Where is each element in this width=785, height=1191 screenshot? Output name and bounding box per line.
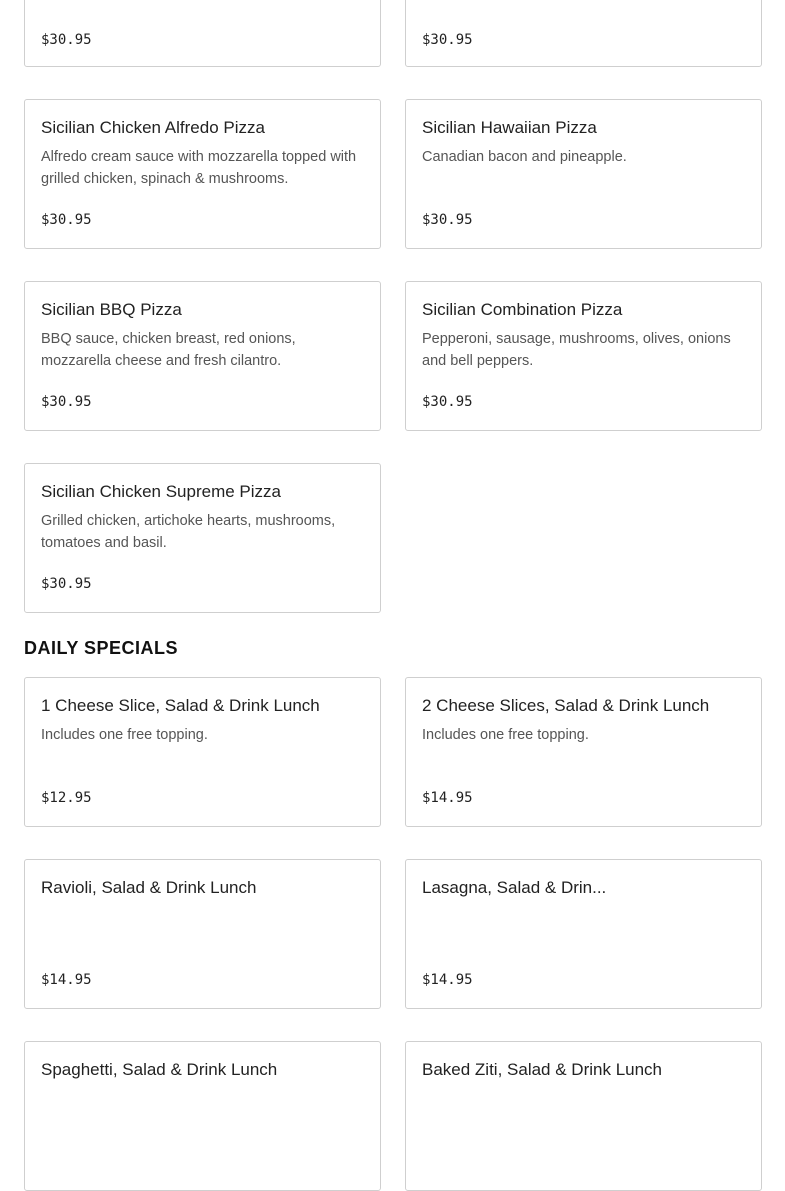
menu-item-name: 2 Cheese Slices, Salad & Drink Lunch — [422, 696, 710, 715]
menu-item-name: Sicilian Chicken Alfredo Pizza — [41, 118, 265, 137]
menu-item-description: Includes one free topping. — [422, 727, 589, 743]
menu-item-price: $12.95 — [41, 790, 92, 806]
menu-item-card[interactable] — [405, 1041, 762, 1191]
menu-item-name: Ravioli, Salad & Drink Lunch — [41, 878, 257, 897]
menu-item-description: BBQ sauce, chicken breast, red onions, mozzarella cheese and fresh cilantro. — [41, 331, 296, 369]
menu-item-price: $30.95 — [422, 212, 473, 228]
menu-item-card[interactable] — [24, 463, 381, 613]
menu-item-card[interactable] — [405, 677, 762, 827]
menu-item-name: Spaghetti, Salad & Drink Lunch — [41, 1060, 278, 1079]
menu-item-name: Sicilian BBQ Pizza — [41, 300, 182, 319]
menu-item-card[interactable] — [405, 281, 762, 431]
menu-item-price: $30.95 — [41, 394, 92, 410]
menu-item-description: Grilled chicken, artichoke hearts, mushrooms, tomatoes and basil. — [41, 513, 336, 551]
menu-item-description: Alfredo cream sauce with mozzarella topped with grilled chicken, spinach & mushrooms. — [41, 149, 357, 187]
menu-item-card[interactable] — [24, 859, 381, 1009]
section-title-daily-specials: DAILY SPECIALS — [24, 638, 179, 658]
menu-item-card[interactable] — [24, 281, 381, 431]
menu-item-name: Sicilian Combination Pizza — [422, 300, 623, 319]
menu-item-card[interactable] — [24, 0, 381, 67]
menu-item-card[interactable] — [405, 99, 762, 249]
menu-item-card[interactable] — [24, 677, 381, 827]
menu-item-card[interactable] — [405, 0, 762, 67]
menu-item-description: Includes one free topping. — [41, 727, 208, 743]
menu-item-price: $30.95 — [422, 394, 473, 410]
menu-item-name: Baked Ziti, Salad & Drink Lunch — [422, 1060, 663, 1079]
menu-item-price: $14.95 — [422, 790, 473, 806]
menu-item-name: Lasagna, Salad & Drin... — [422, 878, 607, 897]
menu-item-price: $14.95 — [422, 972, 473, 988]
menu-item-card[interactable] — [24, 99, 381, 249]
menu-item-name: 1 Cheese Slice, Salad & Drink Lunch — [41, 696, 320, 715]
menu-item-price: $14.95 — [41, 972, 92, 988]
menu-item-name: Sicilian Hawaiian Pizza — [422, 118, 597, 137]
menu-item-price: $30.95 — [41, 32, 92, 48]
menu-item-name: Sicilian Chicken Supreme Pizza — [41, 482, 281, 501]
menu-item-price: $30.95 — [41, 212, 92, 228]
menu-item-description: Canadian bacon and pineapple. — [422, 149, 627, 165]
menu-item-price: $30.95 — [422, 32, 473, 48]
menu-item-card[interactable] — [24, 1041, 381, 1191]
menu-item-price: $30.95 — [41, 576, 92, 592]
menu-item-description: Pepperoni, sausage, mushrooms, olives, onions and bell peppers. — [422, 331, 731, 369]
menu-item-card[interactable] — [405, 859, 762, 1009]
